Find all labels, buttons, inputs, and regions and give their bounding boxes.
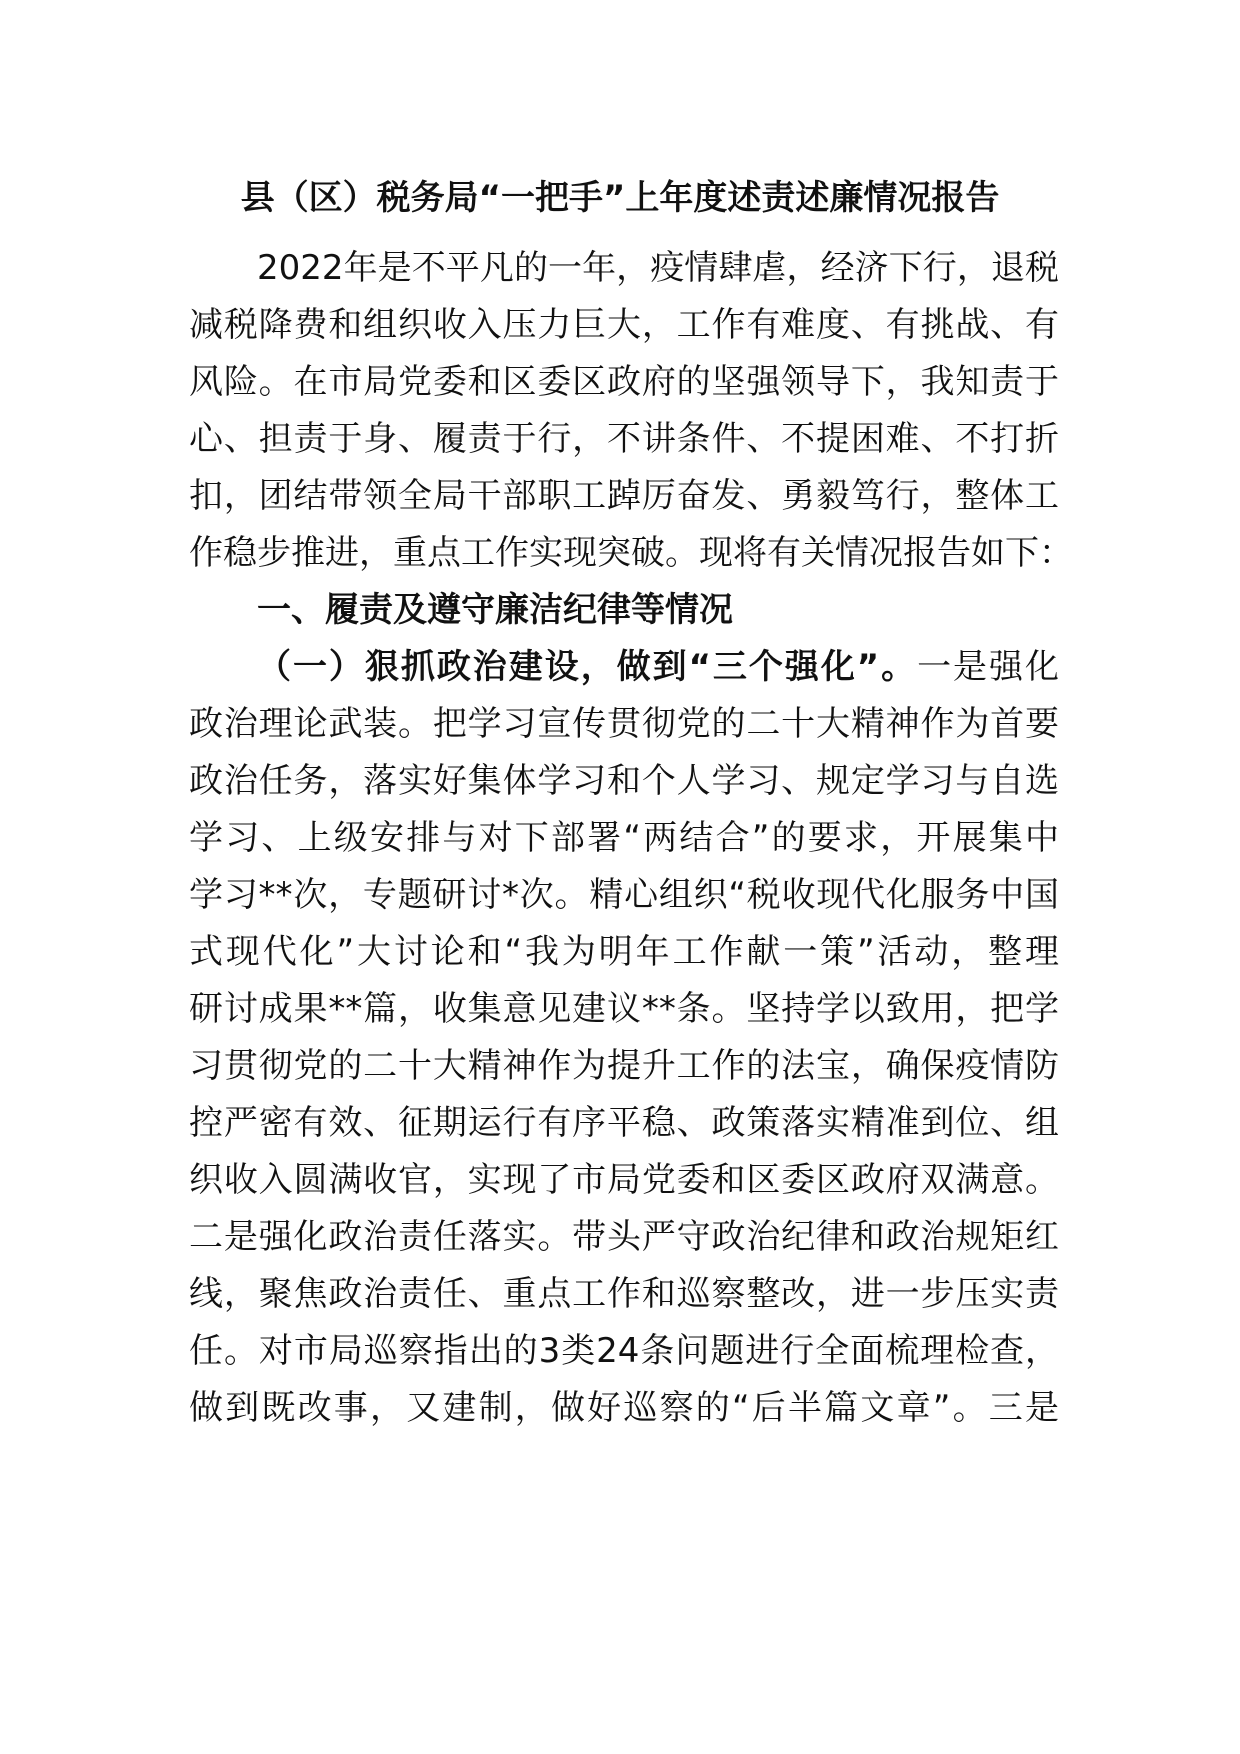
section-heading: 一、履责及遵守廉洁纪律等情况 xyxy=(257,590,733,630)
body-line: 习贯彻党的二十大精神作为提升工作的法宝，确保疫情防 xyxy=(189,1046,1059,1086)
body-line: 二是强化政治责任落实。带头严守政治纪律和政治规矩红 xyxy=(189,1217,1059,1257)
paragraph-line: 扣，团结带领全局干部职工踔厉奋发、勇毅笃行，整体工 xyxy=(189,476,1059,516)
subsection-heading: （一）狠抓政治建设，做到“三个强化”。 xyxy=(257,647,918,687)
body-line: 任。对市局巡察指出的3类24条问题进行全面梳理检查， xyxy=(189,1331,1059,1371)
paragraph-line: 风险。在市局党委和区委区政府的坚强领导下，我知责于 xyxy=(189,362,1059,402)
body-line: 织收入圆满收官，实现了市局党委和区委区政府双满意。 xyxy=(189,1160,1059,1200)
body-line: 做到既改事，又建制，做好巡察的“后半篇文章”。三是 xyxy=(189,1388,1059,1428)
paragraph-line: 2022年是不平凡的一年，疫情肆虐，经济下行，退税 xyxy=(257,248,1059,288)
paragraph-line: 心、担责于身、履责于行，不讲条件、不提困难、不打折 xyxy=(189,419,1059,459)
body-line: 政治理论武装。把学习宣传贯彻党的二十大精神作为首要 xyxy=(189,704,1059,744)
body-line: 控严密有效、征期运行有序平稳、政策落实精准到位、组 xyxy=(189,1103,1059,1143)
subsection-lead-text: 一是强化 xyxy=(917,647,1059,687)
body-line: 研讨成果**篇，收集意见建议**条。坚持学以致用，把学 xyxy=(189,989,1059,1029)
paragraph-line: 减税降费和组织收入压力巨大，工作有难度、有挑战、有 xyxy=(189,305,1059,345)
body-line: 学习、上级安排与对下部署“两结合”的要求，开展集中 xyxy=(189,818,1059,858)
body-line: 线，聚焦政治责任、重点工作和巡察整改，进一步压实责 xyxy=(189,1274,1059,1314)
body-line: 学习**次，专题研讨*次。精心组织“税收现代化服务中国 xyxy=(189,875,1059,915)
subsection-line xyxy=(257,639,1059,695)
body-line: 政治任务，落实好集体学习和个人学习、规定学习与自选 xyxy=(189,761,1059,801)
paragraph-line: 作稳步推进，重点工作实现突破。现将有关情况报告如下： xyxy=(189,533,1073,573)
document-title: 县（区）税务局“一把手”上年度述责述廉情况报告 xyxy=(240,178,1000,218)
body-line: 式现代化”大讨论和“我为明年工作献一策”活动，整理 xyxy=(189,932,1059,972)
